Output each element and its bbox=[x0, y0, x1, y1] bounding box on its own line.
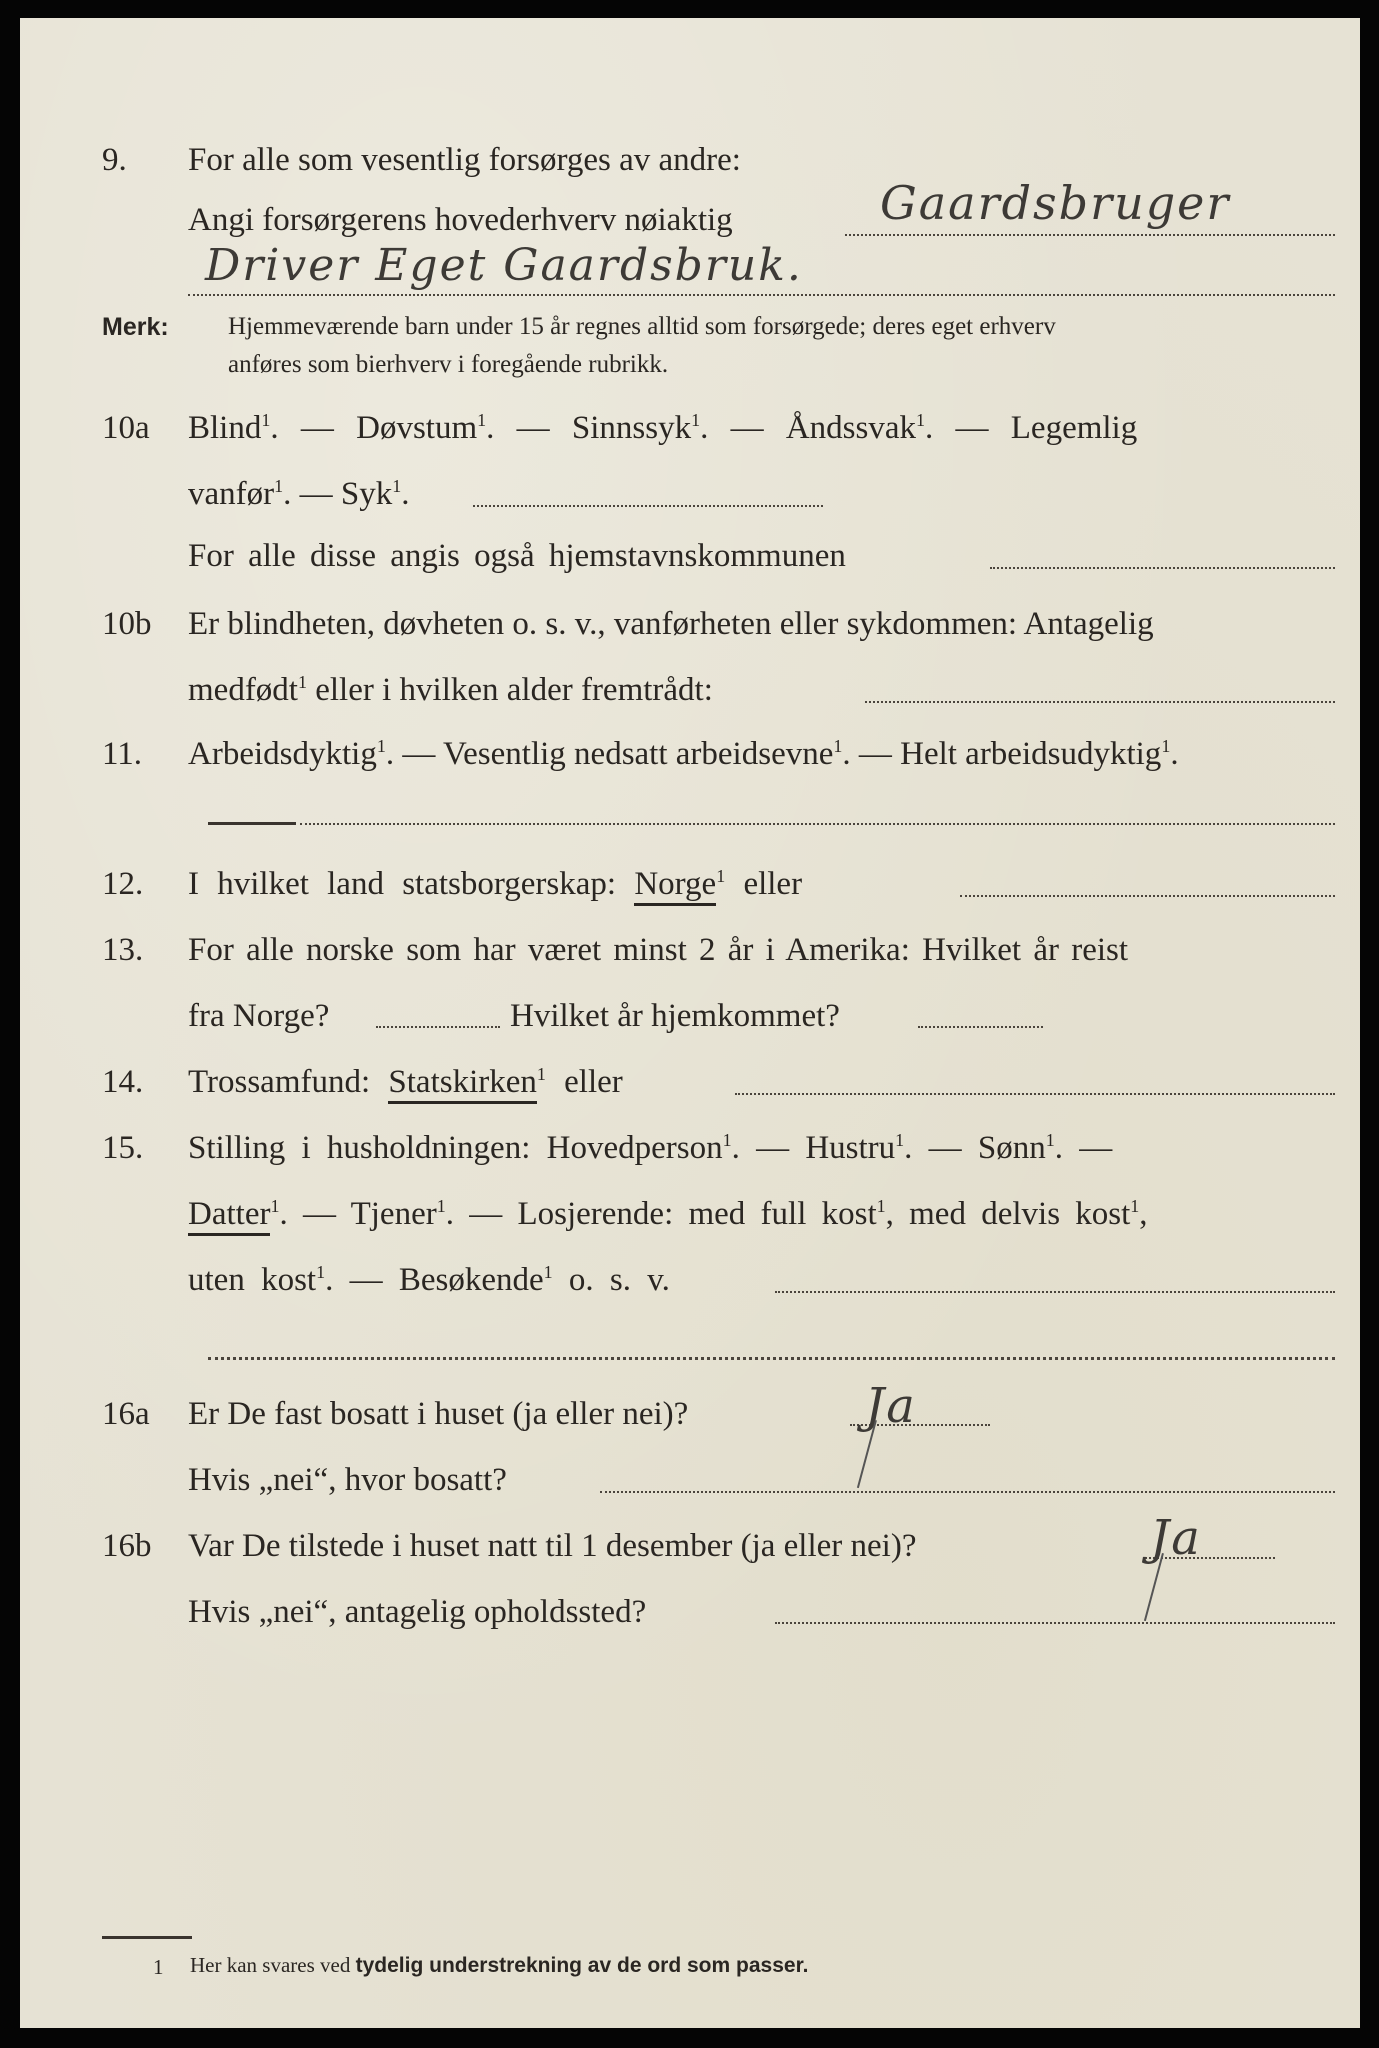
question-text: eller bbox=[545, 1064, 623, 1100]
census-form-page bbox=[20, 18, 1360, 2028]
question-text bbox=[188, 1260, 670, 1300]
question-number: 14. bbox=[102, 1064, 144, 1100]
question-text bbox=[188, 1194, 1148, 1234]
question-number: 10a bbox=[102, 410, 150, 446]
question-number: 10b bbox=[102, 606, 152, 642]
footnote-ref: 1 bbox=[1161, 736, 1171, 756]
punctuation: . — bbox=[1054, 1130, 1113, 1166]
footnote-ref: 1 bbox=[270, 1196, 280, 1216]
footnote-ref: 1 bbox=[716, 866, 726, 886]
question-text: I hvilket land statsborgerskap: bbox=[188, 866, 635, 902]
option-nedsatt-arbeidsevne[interactable]: . — Vesentlig nedsatt arbeidsevne bbox=[385, 736, 834, 772]
question-text: Er De fast bosatt i huset (ja eller nei)? bbox=[188, 1396, 689, 1432]
footnote-ref: 1 bbox=[477, 410, 487, 430]
question-text bbox=[188, 670, 713, 710]
footnote-text-bold: tydelig understrekning av de ord som passer. bbox=[355, 1954, 809, 1977]
option-delvis-kost[interactable]: , med delvis kost bbox=[885, 1196, 1131, 1232]
footnote-text-plain: Her kan svares ved bbox=[190, 1953, 356, 1977]
question-text bbox=[188, 734, 1179, 774]
answer-line[interactable] bbox=[735, 1093, 1335, 1095]
footnote-ref: 1 bbox=[536, 1064, 546, 1084]
answer-line[interactable] bbox=[300, 823, 1335, 825]
option-besokende[interactable]: . — Besøkende bbox=[325, 1262, 544, 1298]
footnote-ref: 1 bbox=[376, 736, 386, 756]
question-number: 15. bbox=[102, 1130, 144, 1166]
handwritten-answer: Ja bbox=[1150, 1510, 1202, 1566]
option-vanfor[interactable]: vanfør bbox=[188, 476, 275, 512]
option-arbeidsudyktig[interactable]: . — Helt arbeidsudyktig bbox=[842, 736, 1162, 772]
option-legemlig[interactable]: . — Legemlig bbox=[925, 410, 1138, 446]
question-number: 16b bbox=[102, 1528, 152, 1564]
option-tjener[interactable]: . — Tjener bbox=[279, 1196, 437, 1232]
punctuation: , bbox=[1139, 1196, 1148, 1232]
question-text: Angi forsørgerens hovederhverv nøiaktig bbox=[188, 202, 733, 238]
question-text: For alle som vesentlig forsørges av andre: bbox=[188, 142, 741, 178]
answer-line[interactable] bbox=[473, 505, 823, 507]
footnote-ref: 1 bbox=[916, 410, 926, 430]
answer-line[interactable] bbox=[600, 1491, 1335, 1493]
question-text bbox=[188, 864, 802, 904]
question-text: For alle disse angis også hjemstavnskommunen bbox=[188, 538, 846, 574]
option-full-kost[interactable]: . — Losjerende: med full kost bbox=[445, 1196, 877, 1232]
option-hustru[interactable]: . — Hustru bbox=[731, 1130, 896, 1166]
answer-line-departed-year[interactable] bbox=[376, 1026, 500, 1028]
note-label: Merk: bbox=[102, 313, 169, 341]
question-text bbox=[188, 408, 1137, 448]
option-syk[interactable]: . — Syk bbox=[283, 476, 393, 512]
footnote-text bbox=[190, 1953, 808, 1978]
footnote-ref: 1 bbox=[274, 476, 284, 496]
handwritten-answer: Ja bbox=[865, 1378, 917, 1434]
answer-line[interactable] bbox=[990, 567, 1335, 569]
question-text bbox=[188, 1062, 623, 1102]
question-text: For alle norske som har været minst 2 år i Amerika: Hvilket år reist bbox=[188, 932, 1129, 968]
question-text: o. s. v. bbox=[552, 1262, 670, 1298]
answer-line[interactable] bbox=[188, 294, 1335, 296]
answer-line[interactable] bbox=[960, 895, 1335, 897]
answer-line[interactable] bbox=[775, 1291, 1335, 1293]
handwritten-answer: Driver Eget Gaardsbruk. bbox=[205, 240, 803, 291]
footnote-ref: 1 bbox=[1045, 1130, 1055, 1150]
question-text: Trossamfund: bbox=[188, 1064, 389, 1100]
footnote-ref: 1 bbox=[876, 1196, 886, 1216]
question-number: 9. bbox=[102, 142, 127, 178]
answer-line-returned-year[interactable] bbox=[918, 1026, 1043, 1028]
question-text: Hvis „nei“, hvor bosatt? bbox=[188, 1462, 507, 1498]
option-sonn[interactable]: . — Sønn bbox=[904, 1130, 1046, 1166]
option-sinnssyk[interactable]: . — Sinnssyk bbox=[486, 410, 692, 446]
question-number: 13. bbox=[102, 932, 144, 968]
question-text: eller bbox=[725, 866, 803, 902]
note bbox=[102, 308, 169, 347]
question-text: fra Norge? bbox=[188, 998, 330, 1034]
footnote-marker: 1 bbox=[153, 1955, 164, 1979]
answer-line[interactable] bbox=[865, 701, 1335, 703]
option-statskirken-selected[interactable]: Statskirken bbox=[388, 1064, 536, 1104]
question-number: 11. bbox=[102, 736, 143, 772]
option-hovedperson[interactable]: Stilling i husholdningen: Hovedperson bbox=[188, 1130, 723, 1166]
option-norge-selected[interactable]: Norge bbox=[634, 866, 716, 906]
footnote-ref: 1 bbox=[691, 410, 701, 430]
question-text: Var De tilstede i huset natt til 1 desember (ja eller nei)? bbox=[188, 1528, 917, 1564]
question-number: 12. bbox=[102, 866, 144, 902]
question-text: Hvilket år hjemkommet? bbox=[510, 998, 840, 1034]
answer-line-solid bbox=[208, 822, 296, 825]
footnote-ref: 1 bbox=[833, 736, 843, 756]
option-arbeidsdyktig[interactable]: Arbeidsdyktig bbox=[188, 736, 377, 772]
footnote-ref: 1 bbox=[1130, 1196, 1140, 1216]
handwritten-answer: Gaardsbruger bbox=[880, 176, 1231, 230]
punctuation: . bbox=[1170, 736, 1179, 772]
question-text bbox=[188, 474, 410, 514]
punctuation: . bbox=[401, 476, 410, 512]
note-text: anføres som bierhverv i foregående rubrikk. bbox=[228, 351, 669, 378]
answer-line[interactable] bbox=[845, 234, 1335, 236]
footnote-ref: 1 bbox=[722, 1130, 732, 1150]
footnote-ref: 1 bbox=[392, 476, 402, 496]
question-text: eller i hvilken alder fremtrådt: bbox=[306, 672, 713, 708]
option-dovstum[interactable]: . — Døvstum bbox=[270, 410, 478, 446]
footnote-ref: 1 bbox=[895, 1130, 905, 1150]
footnote-rule bbox=[102, 1936, 192, 1939]
footnote-ref: 1 bbox=[316, 1262, 326, 1282]
footnote-ref: 1 bbox=[261, 410, 271, 430]
note-text: Hjemmeværende barn under 15 år regnes alltid som forsørgede; deres eget erhverv bbox=[228, 313, 1056, 340]
footnote-ref: 1 bbox=[297, 672, 307, 692]
question-text: Er blindheten, døvheten o. s. v., vanførheten eller sykdommen: Antagelig bbox=[188, 606, 1154, 642]
answer-line[interactable] bbox=[775, 1622, 1335, 1624]
footnote-ref: 1 bbox=[436, 1196, 446, 1216]
question-text: Hvis „nei“, antagelig opholdssted? bbox=[188, 1594, 647, 1630]
option-blind[interactable]: Blind bbox=[188, 410, 262, 446]
option-datter-selected[interactable]: Datter bbox=[188, 1196, 270, 1236]
option-medfodt[interactable]: medfødt bbox=[188, 672, 298, 708]
answer-line[interactable] bbox=[208, 1357, 1335, 1360]
option-andssvak[interactable]: . — Åndssvak bbox=[700, 410, 917, 446]
option-uten-kost[interactable]: uten kost bbox=[188, 1262, 317, 1298]
footnote-ref: 1 bbox=[543, 1262, 553, 1282]
question-number: 16a bbox=[102, 1396, 150, 1432]
question-text bbox=[188, 1128, 1112, 1168]
